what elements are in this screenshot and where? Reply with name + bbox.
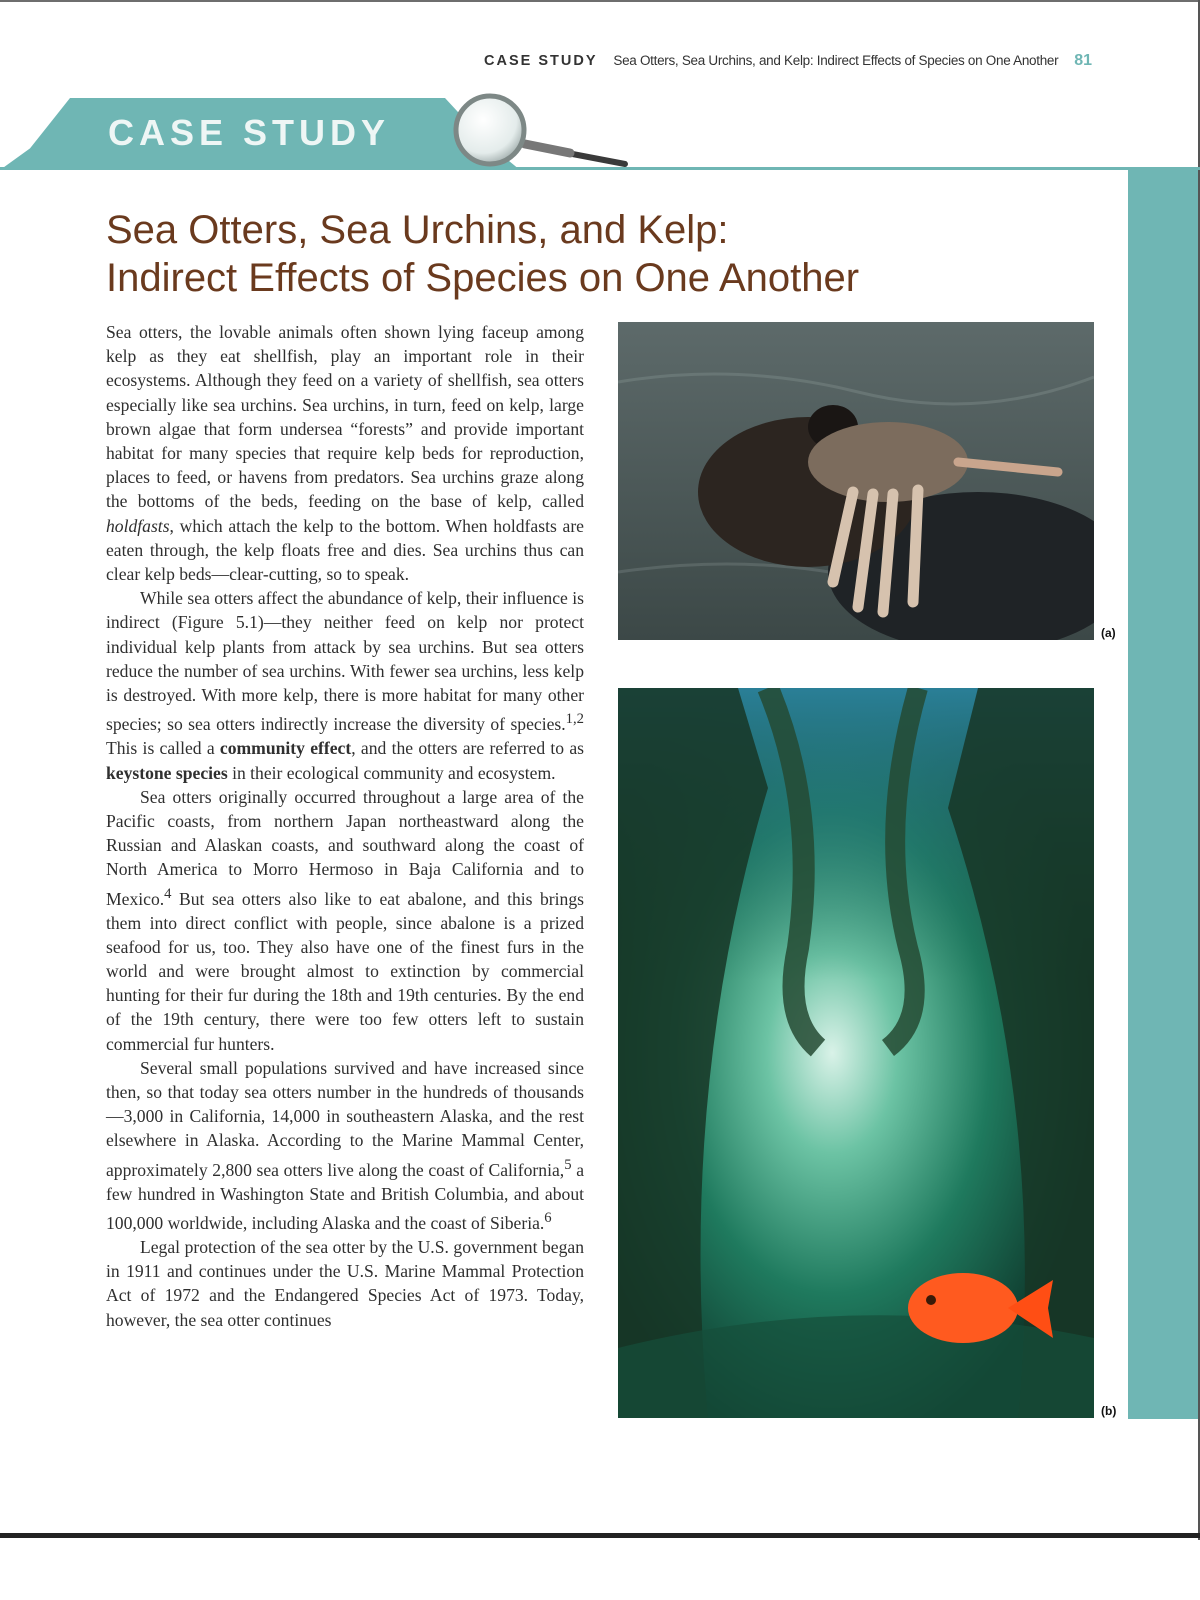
- p3-text-cont: But sea otters also like to eat abalone, and this brings them into direct conflict with people, since abalone is a prized seafood for us, too. They also have one of the finest furs in the world and were brought almost to extinction by commercial hunting for their fur during the 18th and 19th centuries. By the end of the 19th century, there were too few otters left to sustain commercial fur hunters.: [106, 888, 584, 1054]
- figure-kelp-forest-photo: [618, 688, 1094, 1418]
- p1-text: Sea otters, the lovable animals often shown lying faceup among kelp as they eat shellfish, play an important role in their ecosystems. Although they feed on a variety of shellfish, sea otters especially like sea urchins. Sea urchins, in turn, feed on kelp, large brown algae that form undersea “forests” and provide important habitat for many species that require kelp beds for reproduction, places to feed, or havens from predators. Sea urchins graze along the bottoms of the beds, feeding on the base of kelp, called: [106, 322, 584, 512]
- p3-text: Sea otters originally occurred throughout a large area of the Pacific coasts, from northern Japan northeastward along the Russian and Alaskan coasts, and southward along the coast of North America to Morro Hermoso in Baja California and to Mexico.: [106, 786, 584, 909]
- running-head-label: CASE STUDY: [484, 53, 598, 69]
- figure-b-label: (b): [1101, 1404, 1117, 1418]
- side-band: [1128, 169, 1198, 1419]
- magnifier-icon: [450, 92, 650, 172]
- running-head-title: Sea Otters, Sea Urchins, and Kelp: Indirect Effects of Species on One Another: [613, 53, 1059, 68]
- p2-text-cont3: in their ecological community and ecosystem.: [227, 762, 556, 783]
- figure-sea-otter-photo: [618, 322, 1094, 640]
- p1-text-cont: , which attach the kelp to the bottom. When holdfasts are eaten through, the kelp floats free and dies. Sea urchins thus can clear kelp beds—clear-cutting, so to speak.: [106, 515, 584, 585]
- term-keystone-species: keystone species: [106, 762, 228, 783]
- paragraph-3: [106, 785, 584, 1056]
- article-body: [106, 320, 584, 1332]
- case-study-banner-label: CASE STUDY: [108, 112, 391, 153]
- paragraph-5: Legal protection of the sea otter by the U.S. government began in 1911 and continues under the U.S. Marine Mammal Protection Act of 1972 and the Endangered Species Act of 1973. Today, however, the sea otter continues: [106, 1236, 584, 1330]
- page-number: 81: [1074, 52, 1092, 69]
- footnote-ref: 5: [564, 1156, 572, 1173]
- running-head: [300, 52, 1092, 70]
- page-edge-bottom: [0, 1533, 1200, 1538]
- p2-text-cont2: , and the otters are referred to as: [351, 738, 584, 759]
- term-community-effect: community effect: [219, 738, 352, 759]
- footnote-ref: 6: [544, 1209, 552, 1226]
- page-border: [0, 0, 1200, 2]
- footnote-ref: 1,2: [565, 711, 584, 728]
- article-title-line1: Sea Otters, Sea Urchins, and Kelp:: [106, 208, 729, 252]
- paragraph-4: [106, 1056, 584, 1235]
- figure-a-label: (a): [1101, 626, 1116, 640]
- p2-text-cont: This is called a: [106, 738, 220, 759]
- article-title: [106, 206, 1006, 302]
- p2-text: While sea otters affect the abundance of kelp, their influence is indirect (Figure 5.1)—they neither feed on kelp nor protect individual kelp plants from attack by sea urchins. But sea otters reduce the number of sea urchins. With fewer sea urchins, less kelp is destroyed. With more kelp, there is more habitat for many other species; so sea otters indirectly increase the diversity of species.: [106, 588, 584, 735]
- footnote-ref: 4: [164, 885, 172, 902]
- article-title-line2: Indirect Effects of Species on One Another: [106, 256, 860, 300]
- p4-text: Several small populations survived and have increased since then, so that today sea otters number in the hundreds of thousands—3,000 in California, 14,000 in southeastern Alaska, and the rest elsewhere in Alaska. According to the Marine Mammal Center, approximately 2,800 sea otters live along the coast of California,: [106, 1057, 584, 1180]
- paragraph-1: [106, 320, 584, 586]
- p4-text-cont: a few hundred in Washington State and British Columbia, and about 100,000 worldwide, including Alaska and the coast of Siberia.: [106, 1159, 584, 1233]
- paragraph-2: [106, 586, 584, 784]
- term-holdfasts: holdfasts: [106, 515, 170, 536]
